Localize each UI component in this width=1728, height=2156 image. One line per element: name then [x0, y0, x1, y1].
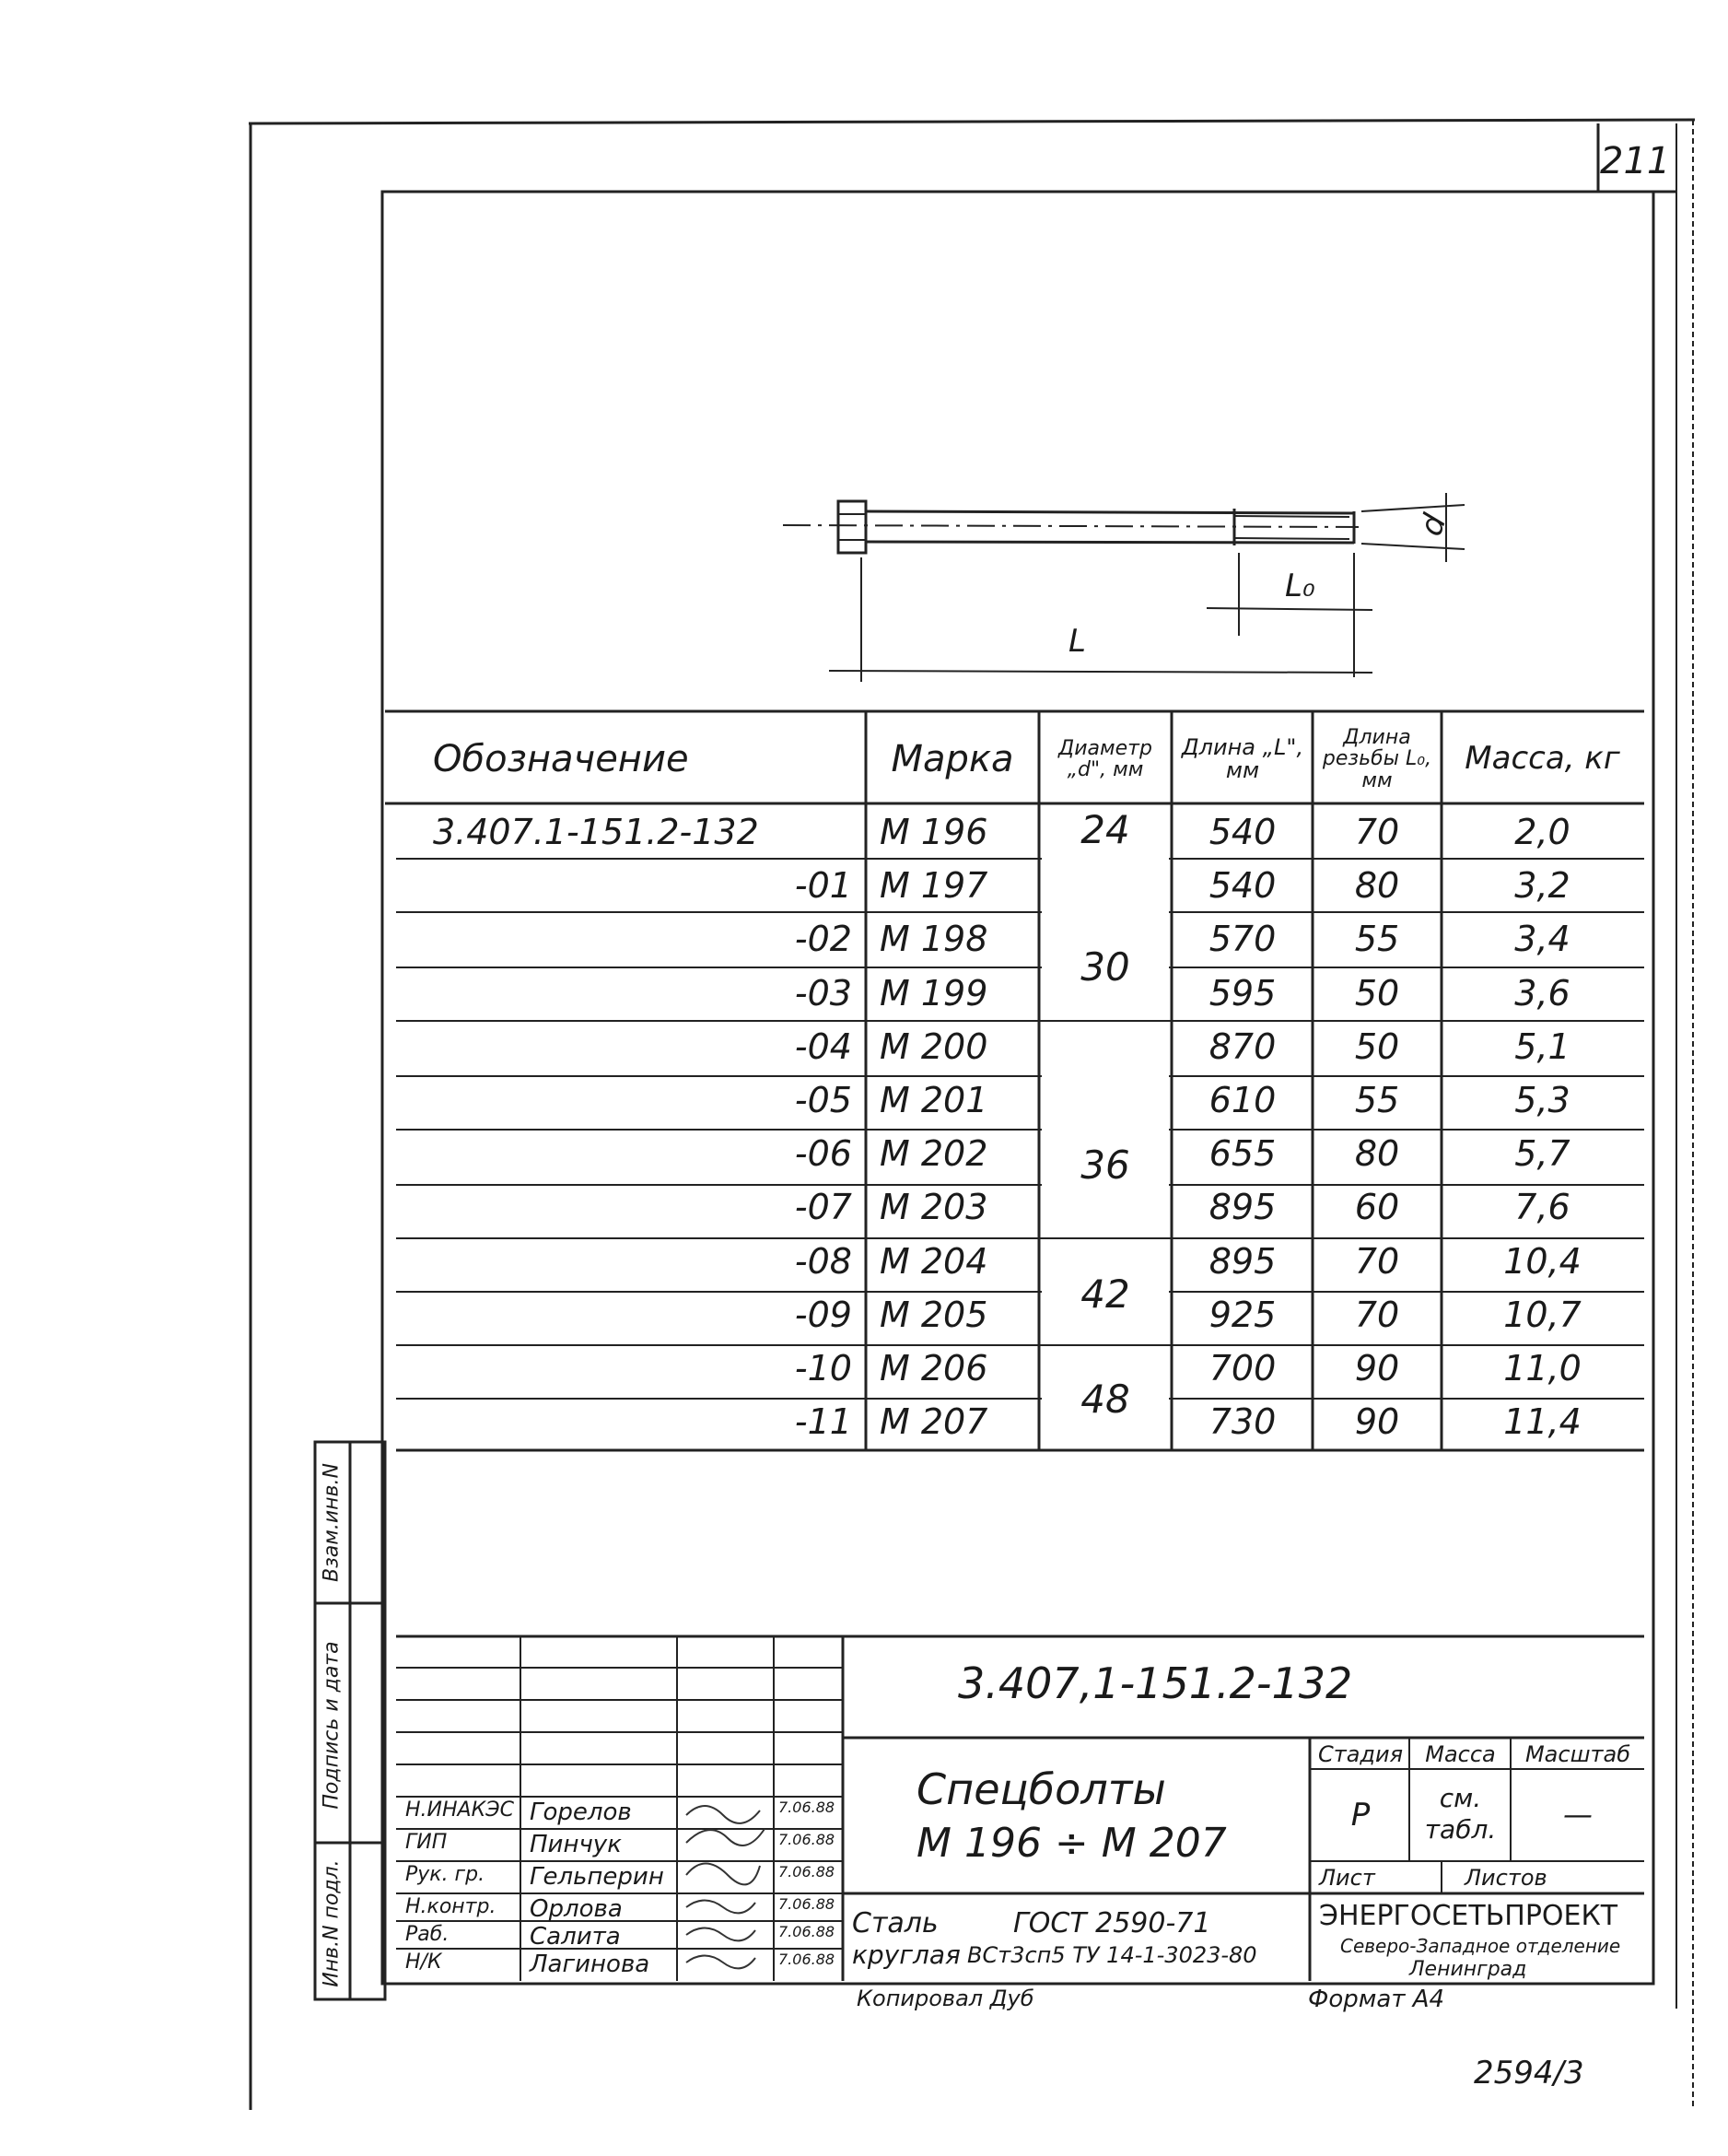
row-designation: -03: [794, 973, 852, 1014]
row-mark: М 203: [880, 1187, 988, 1227]
row-length: 895: [1208, 1187, 1277, 1227]
row-mass: 5,1: [1514, 1026, 1570, 1067]
row-designation: -05: [794, 1080, 852, 1120]
row-mark: М 205: [880, 1295, 988, 1335]
row-length: 895: [1208, 1241, 1277, 1282]
row-thread-length: 55: [1354, 919, 1400, 959]
row-thread-length: 70: [1354, 1241, 1400, 1282]
sheet-number: 211: [1600, 140, 1671, 182]
stage-value: Р: [1350, 1797, 1371, 1834]
row-designation: -10: [794, 1348, 852, 1389]
header-thread-length: Длина резьбы L₀, мм: [1322, 726, 1432, 792]
row-thread-length: 80: [1354, 1133, 1400, 1174]
format: Формат А4: [1308, 1986, 1445, 2013]
row-mark: М 199: [880, 973, 988, 1014]
staff-role: Н.контр.: [405, 1895, 496, 1918]
material-gost: ГОСТ 2590-71: [1013, 1907, 1211, 1939]
org-city: Ленинград: [1409, 1958, 1527, 1981]
copied-by: Копировал Дуб: [857, 1986, 1034, 2011]
stage-label: Стадия: [1317, 1741, 1404, 1767]
title-line-2: М 196 ÷ М 207: [917, 1820, 1227, 1867]
row-designation: -11: [794, 1401, 852, 1442]
diameter-group: 48: [1080, 1377, 1130, 1422]
row-length: 925: [1208, 1295, 1277, 1335]
staff-date: 7.06.88: [778, 1923, 835, 1940]
row-length: 700: [1208, 1348, 1277, 1389]
row-length: 595: [1208, 973, 1277, 1014]
row-mark: М 197: [880, 865, 988, 906]
stamp-original-inv: Инв.N подл.: [320, 1859, 344, 1987]
material-line-1: Сталь: [852, 1907, 939, 1939]
row-thread-length: 50: [1354, 973, 1400, 1014]
sheets-label: Листов: [1465, 1865, 1547, 1891]
staff-name: Гельперин: [530, 1863, 664, 1891]
thread-length-label: L₀: [1285, 568, 1315, 604]
diameter-group: 36: [1080, 1142, 1130, 1188]
row-mark: М 204: [880, 1241, 988, 1282]
row-mass: 11,0: [1503, 1348, 1582, 1389]
signatures: [686, 1806, 765, 1968]
row-length: 870: [1208, 1026, 1277, 1067]
row-mark: М 207: [880, 1401, 988, 1442]
header-mark: Марка: [891, 738, 1014, 780]
row-length: 540: [1208, 812, 1277, 852]
row-mark: М 206: [880, 1348, 988, 1389]
staff-role: Н/К: [405, 1951, 442, 1974]
row-mass: 3,2: [1514, 865, 1570, 906]
row-designation: -02: [794, 919, 852, 959]
header-designation: Обозначение: [433, 738, 689, 780]
row-designation: -01: [794, 865, 852, 906]
row-mass: 5,7: [1514, 1133, 1570, 1174]
row-mark: М 198: [880, 919, 988, 959]
length-label: L: [1068, 623, 1086, 660]
staff-date: 7.06.88: [778, 1895, 835, 1913]
scale-label: Масштаб: [1524, 1741, 1631, 1767]
header-diameter: Диаметр „d", мм: [1058, 736, 1152, 781]
row-mass: 5,3: [1514, 1080, 1570, 1120]
row-mass: 2,0: [1514, 812, 1570, 852]
mass-label: Масса: [1425, 1741, 1496, 1767]
row-mark: М 201: [880, 1080, 988, 1120]
row-mark: М 196: [880, 812, 988, 852]
row-designation: -04: [794, 1026, 852, 1067]
row-length: 570: [1208, 919, 1277, 959]
row-mass: 3,4: [1514, 919, 1570, 959]
diameter-group: 30: [1080, 944, 1130, 990]
doc-code: 3.407,1-151.2-132: [958, 1658, 1353, 1708]
row-thread-length: 70: [1354, 1295, 1400, 1335]
row-designation: 3.407.1-151.2-132: [433, 812, 759, 852]
staff-date: 7.06.88: [778, 1863, 835, 1881]
row-thread-length: 50: [1354, 1026, 1400, 1067]
row-mass: 3,6: [1514, 973, 1570, 1014]
row-thread-length: 70: [1354, 812, 1400, 852]
mass-value: см. табл.: [1424, 1783, 1497, 1845]
row-thread-length: 90: [1354, 1348, 1400, 1389]
row-mass: 10,7: [1503, 1295, 1582, 1335]
row-mass: 10,4: [1503, 1241, 1582, 1282]
archive-number: 2594/3: [1474, 2055, 1584, 2092]
staff-name: Пинчук: [530, 1831, 622, 1858]
diameter-group: 42: [1080, 1271, 1130, 1317]
row-thread-length: 60: [1354, 1187, 1400, 1227]
staff-date: 7.06.88: [778, 1831, 835, 1848]
staff-role: Рук. гр.: [405, 1863, 485, 1886]
row-designation: -06: [794, 1133, 852, 1174]
staff-name: Лагинова: [530, 1951, 650, 1978]
row-mass: 7,6: [1514, 1187, 1570, 1227]
row-mark: М 202: [880, 1133, 988, 1174]
row-designation: -07: [794, 1187, 852, 1227]
row-mass: 11,4: [1503, 1401, 1582, 1442]
material-line-2: круглая: [852, 1939, 961, 1970]
scale-value: —: [1563, 1797, 1593, 1832]
stamp-replacement-inv: Взам.инв.N: [320, 1463, 344, 1582]
header-mass: Масса, кг: [1465, 740, 1620, 778]
org-name: ЭНЕРГОСЕТЬПРОЕКТ: [1319, 1900, 1618, 1932]
stamp-signature-date: Подпись и дата: [320, 1641, 344, 1810]
row-thread-length: 55: [1354, 1080, 1400, 1120]
row-length: 730: [1208, 1401, 1277, 1442]
org-branch: Северо-Западное отделение: [1340, 1935, 1621, 1957]
title-line-1: Спецболты: [917, 1764, 1166, 1814]
bolt-drawing: [783, 493, 1465, 682]
row-designation: -08: [794, 1241, 852, 1282]
material-grade: ВСт3сп5 ТУ 14-1-3023-80: [967, 1942, 1257, 1968]
diameter-label: d: [1412, 510, 1454, 541]
diameter-group: 24: [1080, 807, 1130, 852]
row-designation: -09: [794, 1295, 852, 1335]
staff-role: ГИП: [405, 1831, 448, 1854]
row-thread-length: 80: [1354, 865, 1400, 906]
staff-role: Н.ИНАКЭС: [405, 1799, 514, 1822]
staff-date: 7.06.88: [778, 1799, 835, 1816]
staff-name: Орлова: [530, 1895, 623, 1923]
staff-role: Раб.: [405, 1923, 450, 1946]
row-length: 540: [1208, 865, 1277, 906]
row-length: 655: [1208, 1133, 1277, 1174]
staff-name: Горелов: [530, 1799, 632, 1826]
row-mark: М 200: [880, 1026, 988, 1067]
header-length: Длина „L", мм: [1181, 733, 1304, 783]
staff-name: Салита: [530, 1923, 621, 1951]
sheet-label: Лист: [1319, 1865, 1375, 1891]
row-length: 610: [1208, 1080, 1277, 1120]
row-thread-length: 90: [1354, 1401, 1400, 1442]
staff-date: 7.06.88: [778, 1951, 835, 1968]
